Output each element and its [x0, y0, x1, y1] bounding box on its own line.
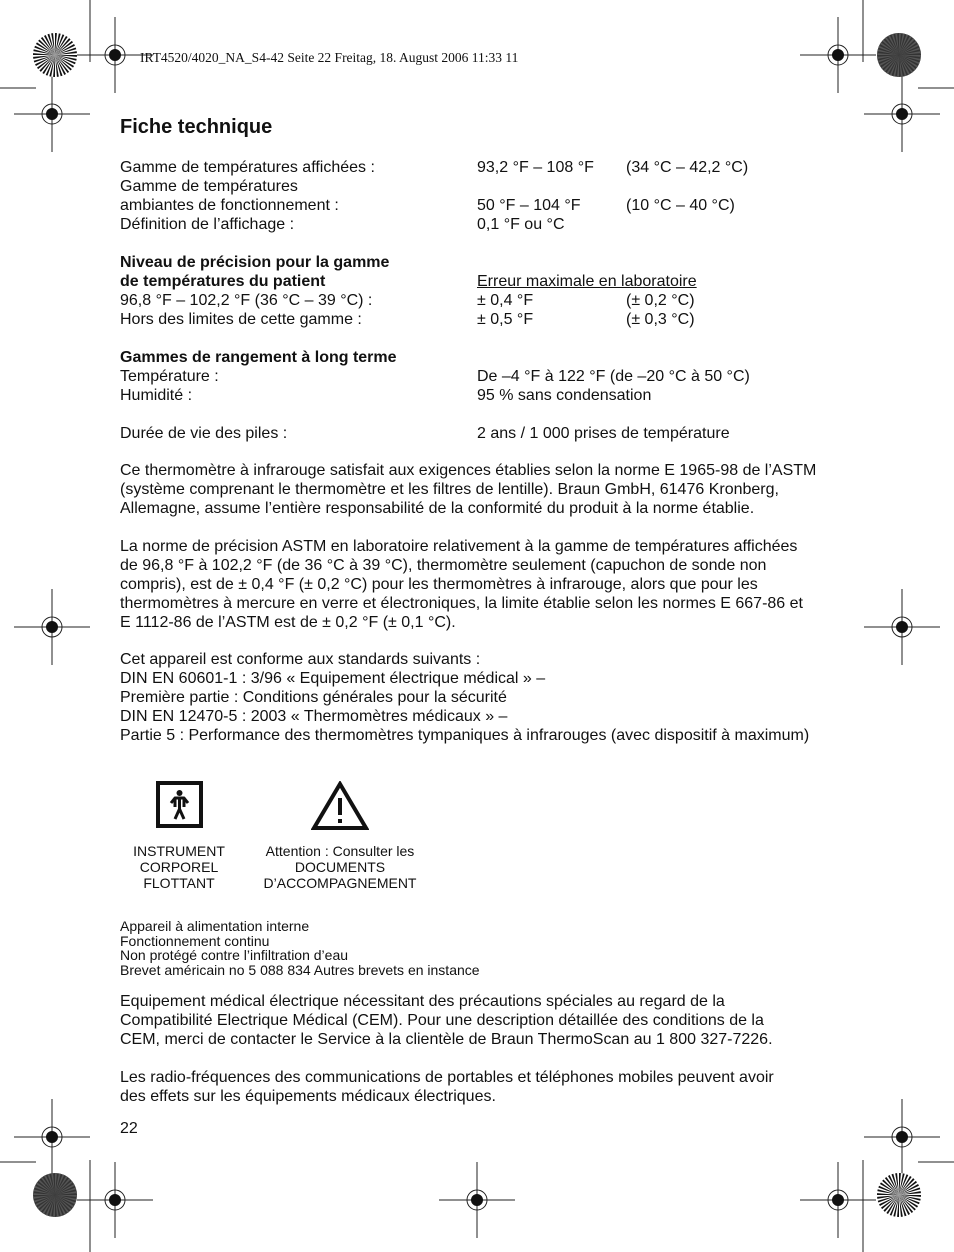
text-line: de 96,8 °F à 102,2 °F (de 36 °C à 39 °C), thermomètre seulement (capuchon de sonde non	[120, 557, 767, 574]
text-line: thermomètres à mercure en verre et électroniques, la limite établie selon les normes E 667-86 et	[120, 595, 803, 612]
text-line: E 1112-86 de l’ASTM est de ± 0,2 °F (± 0,1 °C).	[120, 614, 456, 631]
body-floating-icon	[156, 781, 203, 828]
text-line: Allemagne, assume l’entière responsabilité de la conformité du produit à la norme établie.	[120, 500, 755, 517]
spec-value-f: 50 °F – 104 °F	[477, 197, 581, 214]
precision-value-f: ± 0,5 °F	[477, 311, 534, 328]
text-line: CEM, merci de contacter le Service à la clientèle de Braun ThermoScan au 1 800 327-7226.	[120, 1031, 773, 1048]
warning-triangle-icon	[311, 781, 369, 831]
registration-mark-part	[832, 49, 844, 61]
caption-line: DOCUMENTS	[294, 859, 386, 875]
warning-caption	[250, 843, 430, 891]
registration-mark-part	[896, 1131, 908, 1143]
page-number: 22	[120, 1120, 138, 1137]
storage-label: Température :	[120, 368, 219, 385]
text-line: Les radio-fréquences des communications de portables et téléphones mobiles peuvent avoir	[120, 1069, 774, 1086]
registration-mark-part	[46, 1131, 58, 1143]
text-line: Equipement médical électrique nécessitant des précautions spéciales au regard de la	[120, 993, 725, 1010]
text-line: Compatibilité Electrique Médical (CEM). Pour une description détaillée des conditions de la	[120, 1012, 764, 1029]
text-line: Partie 5 : Performance des thermomètres tympaniques à infrarouges (avec dispositif à maximum)	[120, 727, 810, 744]
registration-mark-part	[471, 1194, 483, 1206]
registration-mark-part	[109, 1194, 121, 1206]
spec-value-f: 93,2 °F – 108 °F	[477, 159, 594, 176]
precision-label: Hors des limites de cette gamme :	[120, 311, 362, 328]
caption-line: FLOTTANT	[143, 875, 215, 891]
text-line: des effets sur les équipements médicaux électriques.	[120, 1088, 496, 1105]
registration-mark-part	[109, 49, 121, 61]
registration-mark-part	[896, 108, 908, 120]
caption-line: CORPOREL	[139, 859, 219, 875]
spec-label: Gamme de températures affichées :	[120, 159, 375, 176]
astm-paragraph	[120, 461, 840, 518]
device-classification	[120, 919, 480, 978]
registration-mark-part	[46, 108, 58, 120]
precision-value-f: ± 0,4 °F	[477, 292, 534, 309]
precision-value-c: (± 0,3 °C)	[626, 311, 695, 328]
caption-line: Attention : Consulter les	[265, 843, 415, 859]
caption-line: D’ACCOMPAGNEMENT	[263, 875, 417, 891]
storage-heading: Gammes de rangement à long terme	[120, 349, 397, 366]
rf-paragraph	[120, 1068, 840, 1106]
registration-mark-part	[896, 621, 908, 633]
text-line: Non protégé contre l’infiltration d’eau	[120, 947, 349, 964]
precision-heading: Niveau de précision pour la gamme	[120, 254, 390, 271]
text-line: La norme de précision ASTM en laboratoire relativement à la gamme de températures affichées	[120, 538, 798, 555]
registration-mark-part	[46, 621, 58, 633]
precision-paragraph	[120, 537, 840, 632]
storage-label: Humidité :	[120, 387, 193, 404]
text-line: DIN EN 12470-5 : 2003 « Thermomètres médicaux » –	[120, 708, 508, 725]
spec-value-c: (10 °C – 40 °C)	[626, 197, 735, 214]
registration-mark-part	[832, 1194, 844, 1206]
text-line: compris), est de ± 0,4 °F (± 0,2 °C) pour les thermomètres à infrarouge, alors que pour les	[120, 576, 758, 593]
text-line: Cet appareil est conforme aux standards suivants :	[120, 651, 481, 668]
spec-value-c: (34 °C – 42,2 °C)	[626, 159, 749, 176]
emc-paragraph	[120, 992, 840, 1049]
print-header: IRT4520/4020_NA_S4-42 Seite 22 Freitag, 18. August 2006 11:33 11	[140, 50, 519, 65]
text-line: Fonctionnement continu	[120, 932, 270, 949]
text-line: DIN EN 60601-1 : 3/96 « Equipement électrique médical » –	[120, 670, 546, 687]
text-line: Brevet américain no 5 088 834 Autres brevets en instance	[120, 962, 480, 979]
standards-paragraph	[120, 650, 840, 745]
battery-value: 2 ans / 1 000 prises de température	[477, 425, 730, 442]
precision-value-c: (± 0,2 °C)	[626, 292, 695, 309]
text-line: Ce thermomètre à infrarouge satisfait aux exigences établies selon la norme E 1965-98 de l’ASTM	[120, 462, 817, 479]
text-line: Première partie : Conditions générales pour la sécurité	[120, 689, 507, 706]
spec-label: ambiantes de fonctionnement :	[120, 197, 339, 214]
spec-label: Définition de l’affichage :	[120, 216, 295, 233]
storage-value: 95 % sans condensation	[477, 387, 652, 404]
precision-label: 96,8 °F – 102,2 °F (36 °C – 39 °C) :	[120, 292, 373, 309]
spec-label: Gamme de températures	[120, 178, 298, 195]
battery-label: Durée de vie des piles :	[120, 425, 288, 442]
caption-line: INSTRUMENT	[133, 843, 225, 859]
spec-value-f: 0,1 °F ou °C	[477, 216, 565, 233]
text-line: Appareil à alimentation interne	[120, 918, 310, 934]
precision-heading: de températures du patient	[120, 273, 326, 290]
text-line: (système comprenant le thermomètre et les filtres de lentille). Braun GmbH, 61476 Kronberg,	[120, 481, 779, 498]
precision-column-heading: Erreur maximale en laboratoire	[477, 273, 697, 290]
body-floating-caption	[110, 843, 248, 891]
page-title: Fiche technique	[120, 116, 273, 138]
storage-value: De –4 °F à 122 °F (de –20 °C à 50 °C)	[477, 368, 750, 385]
